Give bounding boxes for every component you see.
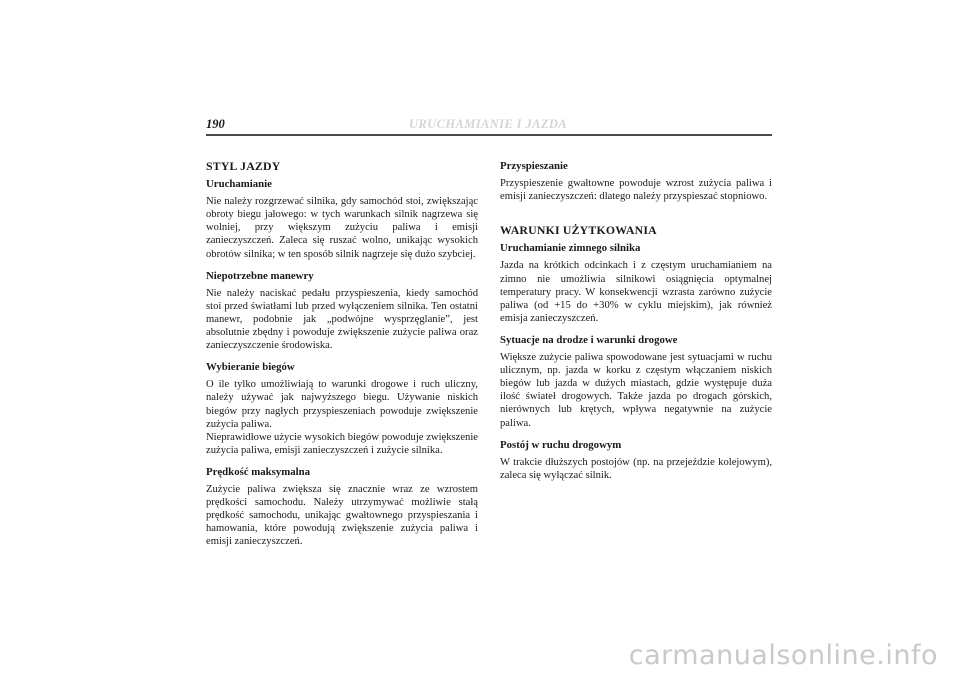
- right-column: [500, 160, 772, 491]
- left-column: [206, 160, 478, 557]
- subheading-uruchamianie: Uruchamianie: [206, 178, 272, 191]
- subheading-postoj: Postój w ruchu drogowym: [500, 438, 622, 451]
- paragraph-postoj: W trakcie dłuższych postojów (np. na przejeździe kolejowym), zaleca się wyłączać silnik.: [500, 456, 772, 481]
- subheading-przyspieszanie: Przyspieszanie: [500, 160, 568, 172]
- heading-warunki-uzytkowania: WARUNKI UŻYTKOWANIA: [500, 223, 657, 238]
- subheading-wybieranie-biegow: Wybieranie biegów: [206, 361, 295, 374]
- page-number: 190: [206, 117, 225, 131]
- subheading-sytuacje-na-drodze: Sytuacje na drodze i warunki drogowe: [500, 333, 678, 346]
- heading-styl-jazdy: STYL JAZDY: [206, 159, 281, 173]
- header-rule: [206, 134, 772, 136]
- paragraph-przyspieszanie: Przyspieszenie gwałtowne powoduje wzrost zużycia paliwa i emisji zanieczyszczeń: dlatego należy przyspieszać stopniowo.: [500, 178, 772, 203]
- subheading-niepotrzebne-manewry: Niepotrzebne manewry: [206, 269, 314, 282]
- paragraph-uruchamianie-zimnego: Jazda na krótkich odcinkach i z częstym uruchamianiem na zimno nie umożliwia silnikowi osiągnięcia optymalnej temperatury pracy. W konsekwencji wzrasta zarówno zużycie paliwa (od +15 do +30% w cyklu miejskim), jak również emisja zanieczyszczeń.: [500, 260, 772, 324]
- paragraph-wybieranie-biegow: O ile tylko umożliwiają to warunki drogowe i ruch uliczny, należy używać jak najwyższego biegu. Używanie niskich biegów przy nagłych przyspieszeniach powoduje zwiększenie zużycia paliwa.: [206, 379, 478, 430]
- subheading-uruchamianie-zimnego: Uruchamianie zimnego silnika: [500, 242, 641, 255]
- watermark-text: carmanualsonline.info: [628, 640, 938, 671]
- paragraph-sytuacje-na-drodze: Większe zużycie paliwa spowodowane jest sytuacjami w ruchu ulicznym, np. jazda w korku z częstym włączaniem niskich biegów lub jazda w dużych miastach, gdzie występuje duża ilość świateł drogowych. Także jazda po drogach górskich, nierównych lub krętych, wpływa negatywnie na zużycie paliwa.: [500, 352, 772, 429]
- paragraph-wybieranie-biegow-2: Nieprawidłowe użycie wysokich biegów powoduje zwiększenie zużycia paliwa, emisji zanieczyszczeń i zużycie silnika.: [206, 431, 478, 456]
- page-header: [206, 117, 772, 137]
- subheading-predkosc-maksymalna: Prędkość maksymalna: [206, 465, 311, 478]
- section-title: URUCHAMIANIE I JAZDA: [409, 117, 568, 131]
- paragraph-niepotrzebne-manewry: Nie należy naciskać pedału przyspieszenia, kiedy samochód stoi przed światłami lub przed wyłączeniem silnika. Ten ostatni manewr, podobnie jak „podwójne wysprzęglanie”, jest absolutnie zbędny i powoduje zwiększenie zużycie paliwa oraz zanieczyszczenie środowiska.: [206, 287, 478, 352]
- paragraph-uruchamianie: Nie należy rozgrzewać silnika, gdy samochód stoi, zwiększając obroty biegu jałowego: w tych warunkach silnik nagrzewa się wolniej, przy większym zużyciu paliwa i emisji zanieczyszczeń. Zaleca się ruszać wolno, unikając wysokich obrotów silnika; w ten sposób silnik nagrzeje się dużo szybciej.: [206, 196, 478, 260]
- paragraph-predkosc-maksymalna: Zużycie paliwa zwiększa się znacznie wraz ze wzrostem prędkości samochodu. Należy utrzymywać możliwie stałą prędkość samochodu, unikając gwałtownego przyspieszania i hamowania, które powodują zwiększenie zużycia paliwa i emisji zanieczyszczeń.: [206, 483, 478, 548]
